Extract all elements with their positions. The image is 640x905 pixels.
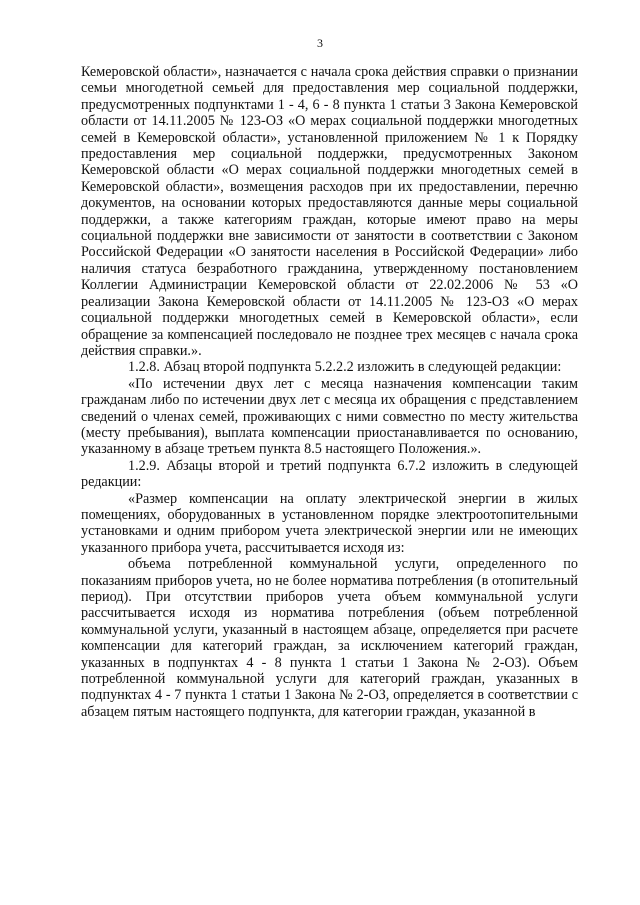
paragraph-quote-compensation: «Размер компенсации на оплату электрической энергии в жилых помещениях, оборудованных в установленном порядке электроотопительными установками и одним прибором учета электрической энергии или не имеющих указанного прибора учета, рассчитывается исходя из: — [81, 490, 578, 556]
document-body — [81, 64, 578, 720]
paragraph-1-2-9: 1.2.9. Абзацы второй и третий подпункта 6.7.2 изложить в следующей редакции: — [81, 457, 578, 491]
paragraph-continuation: Кемеровской области», назначается с начала срока действия справки о признании семьи многодетной семьей для предоставления мер социальной поддержки, предусмотренных подпунктами 1 - 4, 6 - 8 пункта 1 статьи 3 Закона Кемеровской области от 14.11.2005 № 123-ОЗ «О мерах социальной поддержки многодетных семей в Кемеровской области», установленной приложением № 1 к Порядку предоставления мер социальной поддержки, предусмотренных Законом Кемеровской области «О мерах социальной поддержки многодетных семей в Кемеровской области», возмещения расходов при их предоставлении, перечню документов, на основании которых предоставляются данные меры социальной поддержки, а также категориям граждан, которые имеют право на меры социальной поддержки вне зависимости от занятости в соответствии с Законом Российской Федерации «О занятости населения в Российской Федерации» либо наличия статуса безработного гражданина, утвержденному постановлением Коллегии Администрации Кемеровской области от 22.02.2006 № 53 «О реализации Закона Кемеровской области от 14.11.2005 № 123-ОЗ «О мерах социальной поддержки многодетных семей в Кемеровской области», если обращение за компенсацией последовало не позднее трех месяцев с начала срока действия справки.». — [81, 64, 578, 359]
paragraph-quote-expiry: «По истечении двух лет с месяца назначения компенсации таким гражданам либо по истечении двух лет с месяца их обращения с представлением сведений о членах семей, проживающих с ними совместно по месту жительства (месту пребывания), выплата компенсации приостанавливается по основанию, указанному в абзаце третьем пункта 8.5 настоящего Положения.». — [81, 375, 578, 458]
paragraph-1-2-8: 1.2.8. Абзац второй подпункта 5.2.2.2 изложить в следующей редакции: — [128, 359, 562, 376]
paragraph-volume: объема потребленной коммунальной услуги, определенного по показаниям приборов учета, но не более норматива потребления (в отопительный период). При отсутствии приборов учета объем коммунальной услуги рассчитывается исходя из норматива потребления (объем потребленной коммунальной услуги, указанный в настоящем абзаце, определяется при расчете компенсации для категорий граждан, за исключением категорий граждан, указанных в подпунктах 4 - 8 пункта 1 статьи 1 Закона № 2-ОЗ). Объем потребленной коммунальной услуги для категорий граждан, указанных в подпунктах 4 - 7 пункта 1 статьи 1 Закона № 2-ОЗ, определяется в соответствии с абзацем пятым настоящего подпункта, для категории граждан, указанной в — [81, 556, 578, 720]
page-number: 3 — [317, 36, 323, 50]
